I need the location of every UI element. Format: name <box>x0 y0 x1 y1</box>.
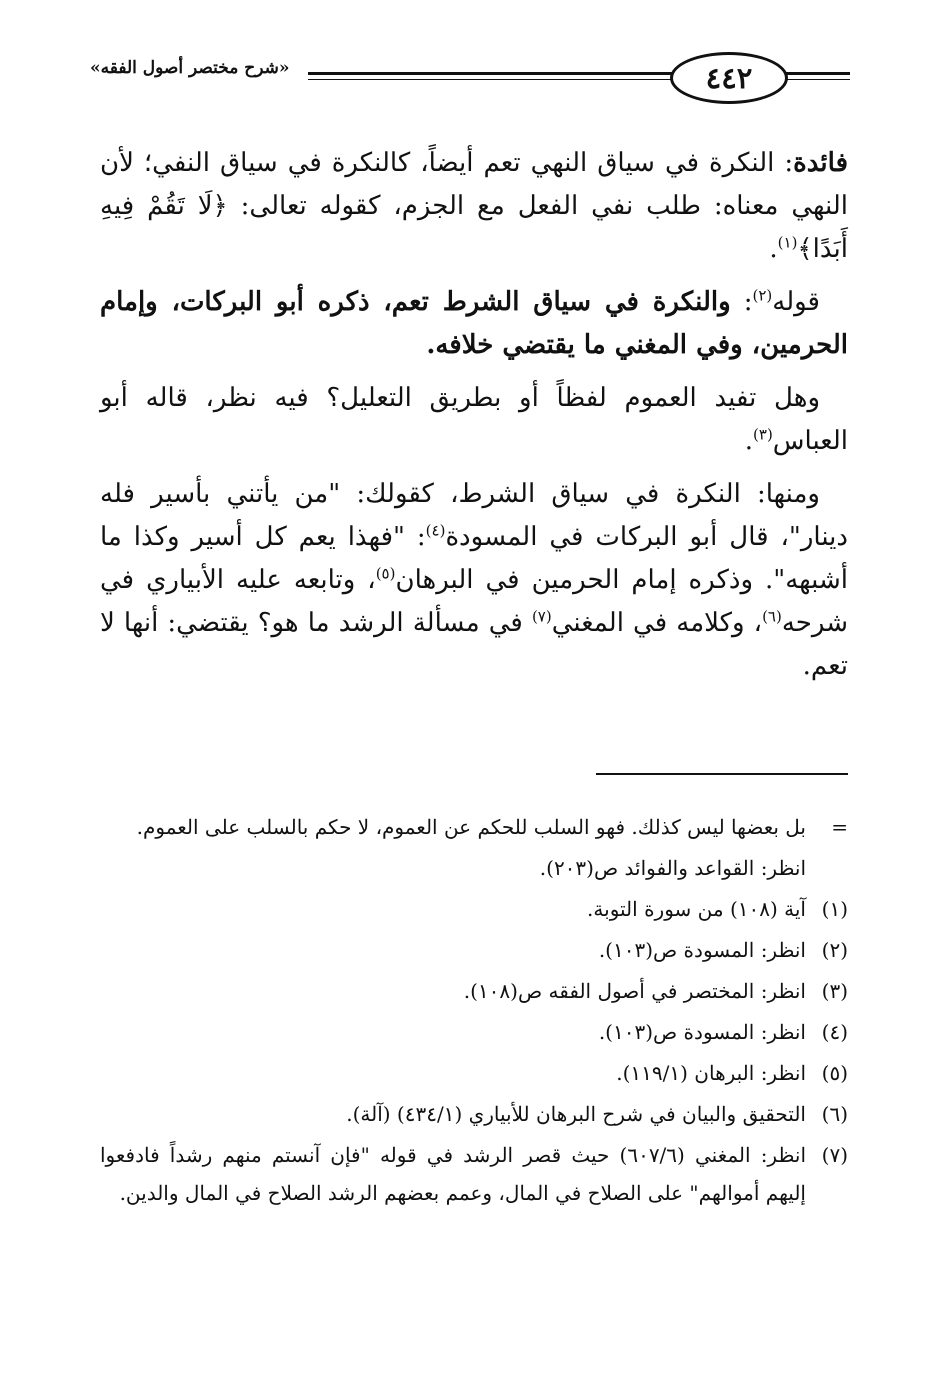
footnote-text: انظر: البرهان (١١٩/١). <box>616 1061 806 1085</box>
paragraph-text: وهل تفيد العموم لفظاً أو بطريق التعليل؟ فيه نظر، قاله أبو العباس <box>100 383 848 456</box>
footnote-text: بل بعضها ليس كذلك. فهو السلب للحكم عن العموم، لا حكم بالسلب على العموم. <box>136 815 806 839</box>
footnote-mark: (٧) <box>821 1143 848 1167</box>
footnote <box>100 1095 848 1133</box>
paragraph-condition <box>100 473 848 688</box>
paragraph-text: : النكرة في سياق النهي تعم أيضاً، كالنكرة في سياق النفي؛ لأن النهي معناه: طلب نفي الفعل مع الجزم، كقوله تعالى: ﴿لَا تَقُمْ فِيهِ أَبَدًا﴾ <box>100 148 848 264</box>
footnote <box>100 1136 848 1212</box>
footnote-text: انظر: المختصر في أصول الفقه ص(١٠٨). <box>463 979 806 1003</box>
footnote <box>100 890 848 928</box>
quoted-matn: والنكرة في سياق الشرط تعم، ذكره أبو البركات، وإمام الحرمين، وفي المغني ما يقتضي خلافه. <box>100 287 848 360</box>
paragraph-text: ، وكلامه في المغني <box>551 608 763 638</box>
paragraph-text: في مسألة الرشد ما هو؟ يقتضي: أنها لا تعم. <box>100 608 848 681</box>
footnote <box>100 972 848 1010</box>
page-header <box>90 52 850 104</box>
quote-lead: قوله <box>772 287 820 317</box>
footnote-ref: (٦) <box>762 607 782 626</box>
page-number: ٤٤٢ <box>670 52 788 104</box>
faida-heading: فائدة <box>793 148 848 178</box>
header-rule <box>308 79 678 80</box>
footnote-text: انظر: المسودة ص(١٠٣). <box>598 938 806 962</box>
footnote-mark: = <box>831 815 848 839</box>
paragraph-text: ، وتابعه عليه الأبياري في شرحه <box>100 565 848 638</box>
main-text <box>100 142 848 698</box>
paragraph-quote <box>100 281 848 367</box>
footnote-separator <box>596 773 848 775</box>
paragraph-faida <box>100 142 848 271</box>
footnote-ref: (٣) <box>753 425 773 444</box>
punctuation: . <box>744 426 754 456</box>
footnote <box>100 808 848 846</box>
footnote-text: انظر: المسودة ص(١٠٣). <box>598 1020 806 1044</box>
punctuation: : <box>730 287 753 317</box>
footnote <box>100 931 848 969</box>
footnote-mark: (٣) <box>821 979 848 1003</box>
footnote <box>100 1013 848 1051</box>
footnote-text: التحقيق والبيان في شرح البرهان للأبياري (٤٣٤/١) (آلة). <box>346 1102 806 1126</box>
footnote-mark: (٥) <box>821 1061 848 1085</box>
footnote-mark: (١) <box>821 897 848 921</box>
footnote-mark: (٢) <box>821 938 848 962</box>
footnote-text: انظر: المغني (٦٠٧/٦) حيث قصر الرشد في قوله "فإن آنستم منهم رشداً فادفعوا إليهم أموالهم" على الصلاح في المال، وعمم بعضهم الرشد الصلاح في المال والدين. <box>100 1143 806 1205</box>
footnote <box>100 849 848 887</box>
paragraph-text: ومنها: النكرة في سياق الشرط، كقولك: "من يأتني بأسير فله دينار"، قال أبو البركات في المسودة <box>100 479 848 552</box>
footnote-mark: (٦) <box>821 1102 848 1126</box>
paragraph-question <box>100 377 848 463</box>
footnote-mark: (٤) <box>821 1020 848 1044</box>
footnote-ref: (٧) <box>531 607 552 626</box>
footnote-text: انظر: القواعد والفوائد ص(٢٠٣). <box>539 856 806 880</box>
footnote-mark <box>806 849 848 887</box>
header-rule <box>308 72 678 75</box>
footnote <box>100 1054 848 1092</box>
footnote-ref: (١) <box>777 233 798 252</box>
punctuation: . <box>769 234 778 264</box>
header-rule <box>784 79 850 80</box>
paragraph-text: : "فهذا يعم كل أسير وكذا ما أشبهه". وذكره إمام الحرمين في البرهان <box>100 522 848 595</box>
footnote-ref: (٢) <box>752 286 773 305</box>
running-title: «شرح مختصر أصول الفقه» <box>90 58 290 78</box>
footnote-ref: (٤) <box>425 521 446 540</box>
header-rule <box>784 72 850 75</box>
footnote-text: آية (١٠٨) من سورة التوبة. <box>587 897 806 921</box>
footnote-ref: (٥) <box>375 564 396 583</box>
footnotes <box>100 808 848 1215</box>
